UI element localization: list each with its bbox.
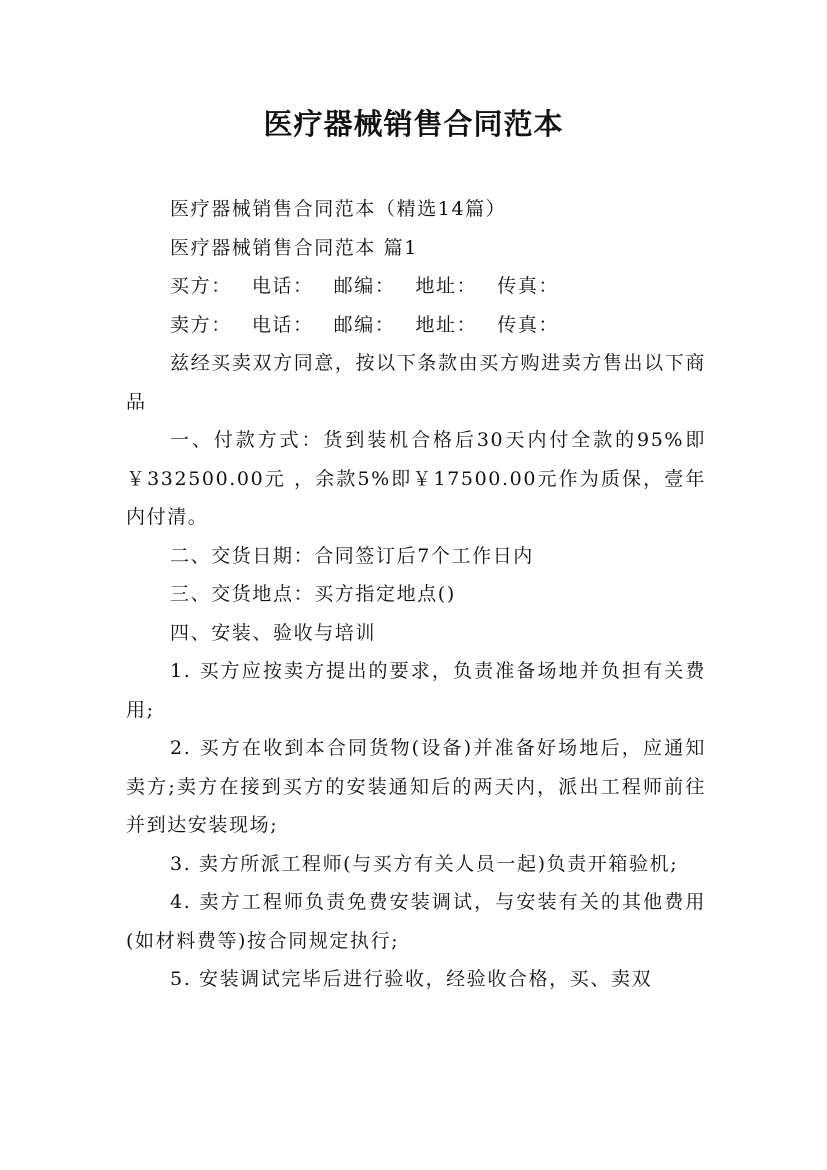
buyer-fax-label: 传真： (497, 275, 560, 297)
paragraph-item-2: 2. 买方在收到本合同货物(设备)并准备好场地后，应通知卖方;卖方在接到买方的安装通知后的两天内，派出工程师前往并到达安装现场; (126, 737, 706, 836)
document-body (126, 190, 706, 999)
buyer-postcode-label: 邮编： (333, 275, 396, 297)
paragraph-payment-terms: 一、付款方式：货到装机合格后30天内付全款的95%即￥332500.00元 ，余款5%即￥17500.00元作为质保，壹年内付清。 (126, 429, 706, 528)
paragraph-delivery-location: 三、交货地点：买方指定地点() (170, 583, 456, 605)
paragraph-item-5: 5. 安装调试完毕后进行验收，经验收合格，买、卖双 (170, 968, 653, 990)
buyer-label: 买方： (170, 275, 232, 297)
buyer-address-label: 地址： (415, 275, 478, 297)
document-subtitle: 医疗器械销售合同范本（精选14篇） (170, 198, 507, 220)
paragraph-item-4: 4. 卖方工程师负责免费安装调试，与安装有关的其他费用(如材料费等)按合同规定执行; (126, 891, 706, 952)
buyer-phone-label: 电话： (251, 275, 314, 297)
buyer-contact-row (126, 267, 706, 306)
paragraph-item-1: 1. 买方应按卖方提出的要求，负责准备场地并负担有关费用; (126, 660, 706, 721)
seller-postcode-label: 邮编： (333, 313, 396, 336)
paragraph-item-3: 3. 卖方所派工程师(与买方有关人员一起)负责开箱验机; (170, 852, 679, 875)
paragraph-installation-heading: 四、安装、验收与培训 (170, 621, 377, 644)
section-heading: 医疗器械销售合同范本 篇1 (170, 236, 418, 259)
paragraph-agreement: 兹经买卖双方同意，按以下条款由买方购进卖方售出以下商品 (126, 352, 706, 413)
document-title: 医疗器械销售合同范本 (263, 107, 564, 141)
seller-address-label: 地址： (415, 313, 478, 336)
seller-phone-label: 电话： (251, 313, 314, 336)
seller-label: 卖方： (170, 313, 232, 336)
seller-contact-row (126, 306, 706, 345)
seller-fax-label: 传真： (497, 313, 560, 336)
paragraph-delivery-date: 二、交货日期：合同签订后7个工作日内 (170, 544, 534, 567)
